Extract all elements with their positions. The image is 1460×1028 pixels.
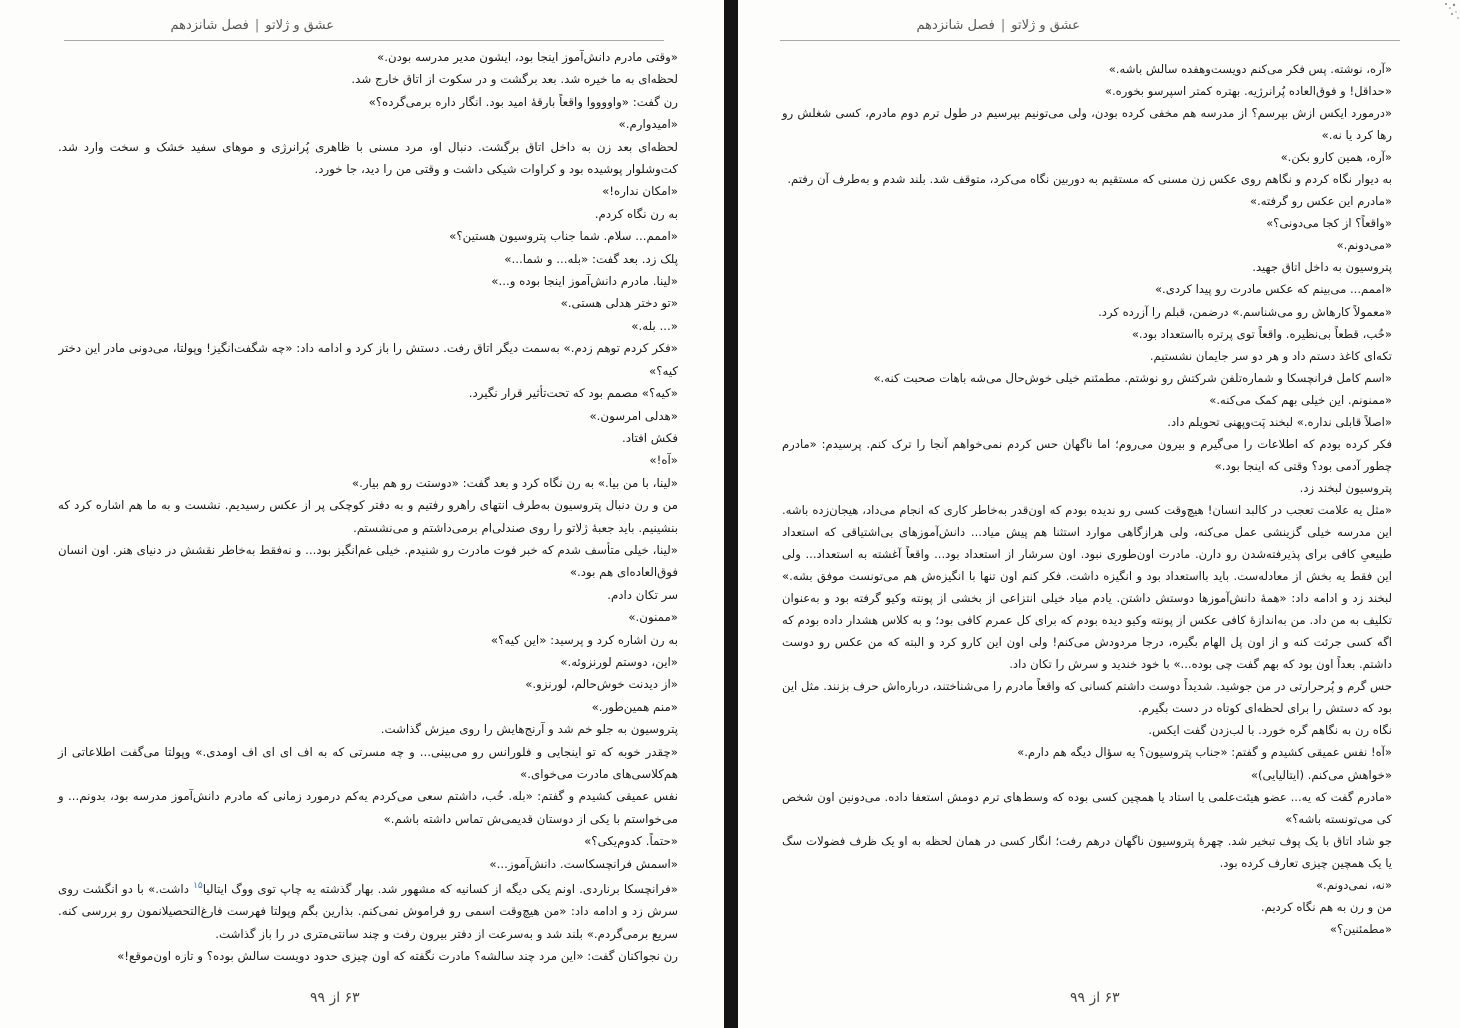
paragraph [782,433,1392,477]
paragraph-text: «خواهش می‌کنم. (ایتالیایی)» [1250,767,1392,782]
paragraph [782,389,1392,411]
paragraph [58,270,678,292]
paragraph-text: «آه! نفس عمیقی کشیدم و گفتم: «جناب پتروسیون؟ یه سؤال دیگه هم دارم.» [1017,745,1392,760]
paragraph [58,830,678,852]
paragraph [58,651,678,673]
paragraph [782,499,1392,675]
paragraph [782,323,1392,345]
paragraph-text: «مثل یه علامت تعجب در کالبد انسان! هیچ‌وقت کسی رو ندیده بودم که اون‌قدر به‌خاطر کاری که انجام می‌داد، هیجان‌زده باشه. این مدرسه خیلی گزینشی عمل می‌کنه، ولی هرازگاهی موارد استثنا هم پیش میاد... دانش‌آموزهای بی‌اشتیاقی که استعداد طبیعیِ کافی برای پذیرفته‌شدن رو دارن. مادرت اون‌طوری نبود. اون سرشار از استعداد بود... واقعاً آغشته به استعداد... ولی این فقط یه بخش از معادله‌ست. باید بااستعداد بود و انگیزه داشت. فکر کنم اون تنها با انگیزه‌ش هم می‌تونست موفق بشه.» لبخند زد و ادامه داد: «همهٔ دانش‌آموزها دوستش داشتن. یادم میاد خیلی انتزاعی از بخشی از پونته وکیو گرفته بود و به‌عنوان تکلیف به من داد. من به‌اندازهٔ کافی عکس از پونته وکیو دیده بودم که برای کل عمرم کافی بود؛ و به کلاس هشدار داده بودم که اگه کسی جرئت کنه و از اون پل الهام بگیره، درجا مردودش می‌کنم! ولی اون این کارو کرد و البته که من عکس رو دوست داشتم. بعداً اون بود که بهم گفت چی بوده...» با خود خندید و سرش را تکان داد. [782,502,1392,672]
paragraph [782,918,1392,940]
book-title: عشق و ژلاتو [1011,18,1080,33]
paragraph [58,584,678,606]
paragraph-text: «واقعاً؟ از کجا می‌دونی؟» [1266,216,1392,231]
paragraph-text: من و رن به هم نگاه کردیم. [1260,899,1392,914]
paragraph [58,472,678,494]
paragraph-text: به رن نگاه کردم. [594,206,678,221]
paragraph [58,292,678,314]
paragraph-text: «ممنونم. این خیلی بهم کمک می‌کنه.» [1209,392,1392,407]
paragraph-text: «آره، همین کارو بکن.» [1280,150,1392,165]
running-header [760,18,1080,42]
paragraph [58,315,678,337]
paragraph-text: رن نجواکنان گفت: «این مرد چند سالشه؟ مادرت نگفته که اون چیزی حدود دویست سالش بوده؟ و تازه اون‌موقع!» [117,949,678,964]
scan-corner-speckle [1416,0,1460,28]
paragraph-text: سر تکان دادم. [607,587,678,602]
page-number: ۶۳ از ۹۹ [310,990,360,1006]
paragraph-text: «امیدوارم.» [618,117,678,132]
paragraph [782,764,1392,786]
paragraph [782,146,1392,168]
paragraph-text: «هدلی امرسون.» [589,408,678,423]
paragraph-text: پتروسیون به داخل اتاق جهید. [1252,260,1392,275]
paragraph-text: پتروسیون به جلو خم شد و آرنج‌هایش را روی میزش گذاشت. [380,722,678,737]
paragraph-text: «مادرم این عکس رو گرفته.» [1249,194,1392,209]
paragraph-text: «... بله.» [631,318,678,333]
paragraph-text: نگاه رن به نگاهم گره خورد. با لب‌زدن گفت ایکس. [1148,723,1392,738]
paragraph [58,606,678,628]
paragraph [782,786,1392,830]
paragraph [782,830,1392,874]
paragraph-text: نفس عمیقی کشیدم و گفتم: «بله. خُب، داشتم سعی می‌کردم یه‌کم درمورد زمانی که مادرم دانش‌آموز مدرسه بود، بدونم... و می‌خواستم با یکی از دوستان قدیمی‌ش تماس داشته باشم.» [58,789,678,826]
paragraph-text: «اصلاً قابلی نداره.» لبخند پَت‌وپهنی تحویلم داد. [1167,414,1392,429]
paragraph [782,168,1392,190]
paragraph-text: «معمولاً کارهاش رو می‌شناسم.» درضمن، قبلم را آزرده کرد. [1098,304,1392,319]
book-title: عشق و ژلاتو [265,18,334,33]
paragraph [58,91,678,113]
paragraph-text: «فرانچسکا برناردی. اونم یکی دیگه از کسانیه که مشهور شد. بهار گذشته یه چاپ توی ووگ ایتالیا [202,881,678,896]
paragraph [58,46,678,68]
chapter-title: فصل شانزدهم [916,18,995,33]
paragraph [782,58,1392,80]
page-gutter [724,0,738,1028]
paragraph [782,896,1392,918]
paragraph [782,212,1392,234]
paragraph-text: «مطمئنین؟» [1329,921,1392,936]
paragraph [58,629,678,651]
paragraph-text: لحظه‌ای به ما خیره شد. بعد برگشت و در سکوت از اتاق خارج شد. [351,72,678,87]
paragraph [58,945,678,967]
body-text [782,58,1392,940]
paragraph-text: «فکر کردم توهم زدم.» به‌سمت دیگر اتاق رفت. دستش را باز کرد و ادامه داد: «چه شگفت‌انگیز! وپولتا، می‌دونی مادر این دختر کیه؟» [58,341,678,378]
paragraph-text: پلک زد. بعد گفت: «بله... و شما...» [504,251,678,266]
paragraph [782,741,1392,763]
paragraph [782,80,1392,102]
right-page [738,0,1460,1028]
footnote-marker[interactable]: ۱۵ [193,881,203,892]
paragraph [58,248,678,270]
paragraph-text: «لینا، خیلی متأسف شدم که خبر فوت مادرت رو شنیدم. خیلی غم‌انگیز بود... و نه‌فقط به‌خاطر نقشش در دنیای هنر. اون انسان فوق‌العاده‌ای هم بود.» [58,542,678,580]
paragraph-text: «اممم... می‌بینم که عکس مادرت رو پیدا کردی.» [1154,282,1392,297]
paragraph [58,225,678,247]
paragraph-text: رن گفت: «واووووا واقعاً بارقهٔ امید بود. انگار داره برمی‌گرده؟» [368,94,678,109]
paragraph [782,477,1392,499]
running-header [14,18,334,42]
left-page [0,0,724,1028]
chapter-title: فصل شانزدهم [170,18,249,33]
paragraph-text: «آه!» [649,453,678,468]
paragraph-text: جو شاد اتاق با یک پوف تبخیر شد. چهرهٔ پتروسیون ناگهان درهم رفت؛ انگار کسی در همان لحظه به او یک ظرف فضولات سگ یا یک همچین چیزی تعارف کرده بود. [782,833,1392,870]
paragraph [58,853,678,875]
paragraph-text: «چقدر خوبه که تو اینجایی و فلورانس رو می‌بینی... و چه مسرتی که به اف ای ای اف اومدی.» وپولتا می‌گفت اطلاعاتی از هم‌کلاسی‌های مادرت می‌خوای.» [58,744,678,781]
paragraph [58,337,678,382]
paragraph-text: تکه‌ای کاغذ دستم داد و هر دو سر جایمان نشستیم. [1149,348,1392,363]
paragraph [782,102,1392,146]
paragraph-text: «مادرم گفت که یه... عضو هیئت‌علمی یا استاد یا همچین کسی بوده که وسط‌های ترم دومش استعفا داده. می‌دونین اون شخص کی می‌تونسته باشه؟» [782,789,1392,826]
paragraph [782,234,1392,256]
paragraph-text: فکر کرده بودم که اطلاعات را می‌گیرم و بیرون می‌روم؛ اما ناگهان حس کردم نمی‌خواهم آنجا را ترک کنم. پرسیدم: «مادرم چطور آدمی بود؟ وقتی که اینجا بود.» [782,436,1392,473]
paragraph [58,136,678,181]
paragraph-text: «اسمش فرانچسکاست. دانش‌آموز...» [489,856,678,871]
page-number: ۶۳ از ۹۹ [1070,990,1120,1006]
paragraph [58,875,678,945]
paragraph-text: من و رن دنبال پتروسیون به‌طرف انتهای راهرو رفتیم و به دفتر کوچکی پر از عکس رسیدیم. نشست و به ما هم اشاره کرد که بنشینیم. باید جعبهٔ ژلاتو را روی صندلی‌ام برمی‌داشتم و می‌نشستم. [58,498,678,535]
paragraph-text: فکش افتاد. [621,430,678,445]
paragraph [782,367,1392,389]
paragraph-text: «تو دختر هدلی هستی.» [560,296,678,311]
paragraph [58,539,678,584]
paragraph-text: پتروسیون لبخند زد. [1299,480,1392,495]
header-separator: | [1000,18,1006,33]
paragraph-text-continued: داشت.» با دو انگشت روی سرش زد و ادامه داد: «من هیچ‌وقت اسمی رو فراموش نمی‌کنم. بذارین بگم وپولتا فهرست فارغ‌التحصیلانمون رو بررسی کنه. سریع برمی‌گردم.» بلند شد و به‌سرعت از دفتر بیرون رفت و چند سانتی‌متری در را باز گذاشت. [58,881,678,941]
paragraph-text: «نه، نمی‌دونم.» [1315,877,1392,892]
paragraph-text: «منم همین‌طور.» [591,699,678,714]
paragraph-text: «لینا، با من بیا.» به رن نگاه کرد و بعد گفت: «دوستت رو هم بیار.» [351,475,678,490]
paragraph-text: «وقتی مادرم دانش‌آموز اینجا بود، ایشون مدیر مدرسه بودن.» [377,50,678,64]
paragraph-text: «ممنون.» [628,610,678,625]
header-rule [64,40,664,41]
paragraph-text: به دیوار نگاه کردم و نگاهم روی عکس زن مسنی که مستقیم به دوربین نگاه می‌کرد، متوقف شد. بلند شدم و به‌طرف آن رفتم. [787,172,1392,187]
paragraph [58,673,678,695]
paragraph [58,696,678,718]
paragraph [782,345,1392,367]
paragraph [782,190,1392,212]
paragraph-text: «اممم... سلام. شما جناب پتروسیون هستین؟» [449,229,678,244]
paragraph-text: «خُب، قطعاً بی‌نظیره. واقعاً توی پرتره بااستعداد بود.» [1131,326,1392,341]
paragraph [782,874,1392,896]
paragraph [58,113,678,135]
paragraph [58,203,678,225]
header-rule [780,40,1400,41]
paragraph-text: لحظه‌ای بعد زن به داخل اتاق برگشت. دنبال او، مرد مسنی با ظاهری پُرانرژی و موهای سفید خشک و سخت وارد شد. کت‌وشلوار پوشیده بود و کراوات شیکی داشت و وقتی من را دید، جا خورد. [58,139,678,177]
paragraph-text: حس گرم و پُرحرارتی در من جوشید. شدیداً دوست داشتم کسانی که واقعاً مادرم را می‌شناختند، درباره‌اش حرف بزنند. مثل این بود که دستش را برای لحظه‌ای کوتاه در دست بگیرم. [782,679,1392,716]
paragraph [58,427,678,449]
paragraph-text: «درمورد ایکس ازش بپرسم؟ از مدرسه هم مخفی کرده بودن، ولی می‌تونیم بپرسیم در طول ترم دوم مادرم، کسی شغلش رو رها کرد یا نه.» [782,106,1392,143]
paragraph [58,785,678,830]
header-separator: | [254,18,260,33]
paragraph [58,718,678,740]
paragraph-text: «کیه؟» مصمم بود که تحت‌تأثیر قرار نگیرد. [468,386,678,401]
paragraph [58,382,678,404]
paragraph-text: «حتماً. کدوم‌یکی؟» [584,834,678,849]
paragraph [782,719,1392,741]
paragraph-text: «می‌دونم.» [1336,238,1392,253]
paragraph-text: «این، دوستم لورنزوئه.» [560,654,678,669]
paragraph-text: «اسم کامل فرانچسکا و شماره‌تلفن شرکتش رو نوشتم. مطمئنم خیلی خوش‌حال می‌شه باهات صحبت کنه.» [873,370,1392,385]
paragraph [58,180,678,202]
paragraph [782,256,1392,278]
paragraph [782,278,1392,300]
paragraph-text: «از دیدنت خوش‌حالم، لورنزو.» [525,677,678,692]
paragraph-text: «لینا. مادرم دانش‌آموز اینجا بوده و...» [491,274,678,289]
paragraph-text: به رن اشاره کرد و پرسید: «این کیه؟» [490,632,678,647]
paragraph-text: «حداقل! و فوق‌العاده پُرانرژیه. بهتره کمتر اسپرسو بخوره.» [1104,84,1392,99]
paragraph [58,449,678,471]
paragraph [58,68,678,90]
paragraph [782,411,1392,433]
body-text [58,46,678,968]
paragraph [58,741,678,786]
paragraph [782,675,1392,719]
paragraph [58,405,678,427]
paragraph [782,301,1392,323]
paragraph-text: «امکان نداره!» [602,184,678,199]
paragraph-text: «آره، نوشته. پس فکر می‌کنم دویست‌وهفده سالش باشه.» [1108,62,1392,76]
paragraph [58,494,678,539]
